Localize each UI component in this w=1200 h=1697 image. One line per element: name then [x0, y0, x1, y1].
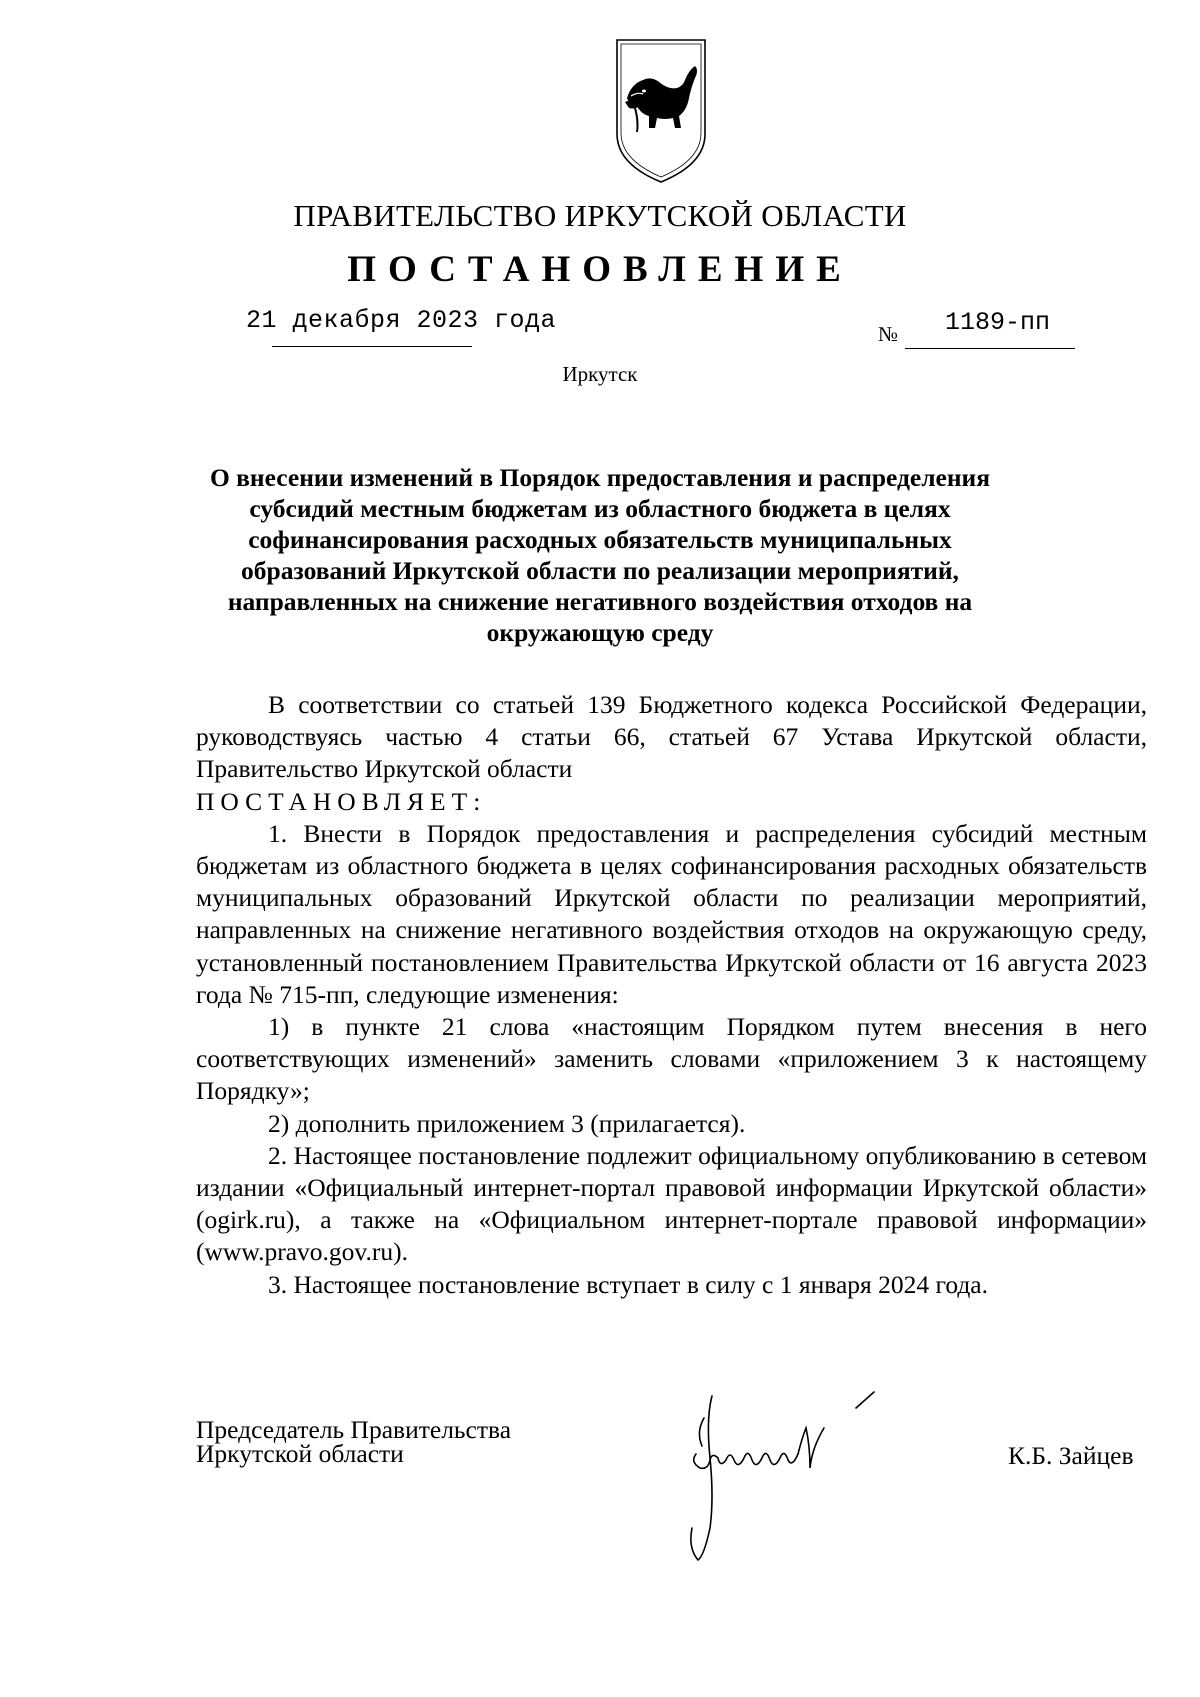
signatory-position-line: Иркутской области	[196, 1439, 404, 1468]
signatory-name: К.Б. Зайцев	[1008, 1441, 1134, 1470]
signatory-position-line: Председатель Правительства	[196, 1415, 512, 1444]
city: Иркутск	[562, 362, 638, 386]
item-1-paragraph: 1. Внести в Порядок предоставления и распределения субсидий местным бюджетам из областного бюджета в целях софинансирования расходных обязательств муниципальных образований Иркутской области по реализации мероприятий, направленных на снижение негативного воздействия отходов на окружающую среду, установленный постановлением Правительства Иркутской области от 16 августа 2023 года № 715-пп, следующие изменения:	[196, 818, 1147, 1009]
number-sign: №	[878, 322, 899, 346]
document-title	[200, 462, 1000, 648]
item-3-paragraph: 3. Настоящее постановление вступает в силу с 1 января 2024 года.	[268, 1269, 989, 1299]
handwritten-signature	[660, 1388, 940, 1568]
item-1-2-paragraph: 2) дополнить приложением 3 (прилагается).	[268, 1108, 746, 1138]
organization-name: ПРАВИТЕЛЬСТВО ИРКУТСКОЙ ОБЛАСТИ	[293, 198, 907, 233]
item-2-paragraph: 2. Настоящее постановление подлежит официальному опубликованию в сетевом издании «Официальный интернет-портал правовой информации Иркутской области» (ogirk.ru), а также на «Официальном интернет-портале правовой информации» (www.pravo.gov.ru).	[196, 1140, 1147, 1267]
date-underline	[272, 346, 472, 347]
document-body	[196, 689, 1147, 1301]
resolves-heading: ПОСТАНОВЛЯЕТ:	[196, 786, 487, 816]
document-date-block	[246, 306, 556, 335]
title-line: образований Иркутской области по реализации мероприятий,	[241, 556, 959, 585]
preamble-paragraph: В соответствии со статьей 139 Бюджетного кодекса Российской Федерации, руководствуясь частью 4 статьи 66, статьей 67 Устава Иркутской области, Правительство Иркутской области	[196, 690, 1147, 784]
title-line: субсидий местным бюджетам из областного бюджета в целях	[249, 494, 951, 523]
signatory-position	[196, 1415, 512, 1468]
title-line: окружающую среду	[486, 618, 714, 647]
document-type: ПОСТАНОВЛЕНИЕ	[347, 249, 853, 290]
document-date: 21 декабря 2023 года	[246, 306, 557, 335]
title-line: софинансирования расходных обязательств муниципальных	[248, 525, 952, 554]
item-1-1-paragraph: 1) в пункте 21 слова «настоящим Порядком путем внесения в него соответствующих изменений» заменить словами «приложением 3 к настоящему Порядку»;	[196, 1012, 1147, 1106]
document-number: 1189-пп	[945, 308, 1051, 337]
title-line: О внесении изменений в Порядок предоставления и распределения	[209, 463, 991, 492]
title-line: направленных на снижение негативного воздействия отходов на	[227, 587, 973, 616]
coat-of-arms-emblem	[613, 36, 709, 186]
number-underline	[905, 348, 1075, 349]
